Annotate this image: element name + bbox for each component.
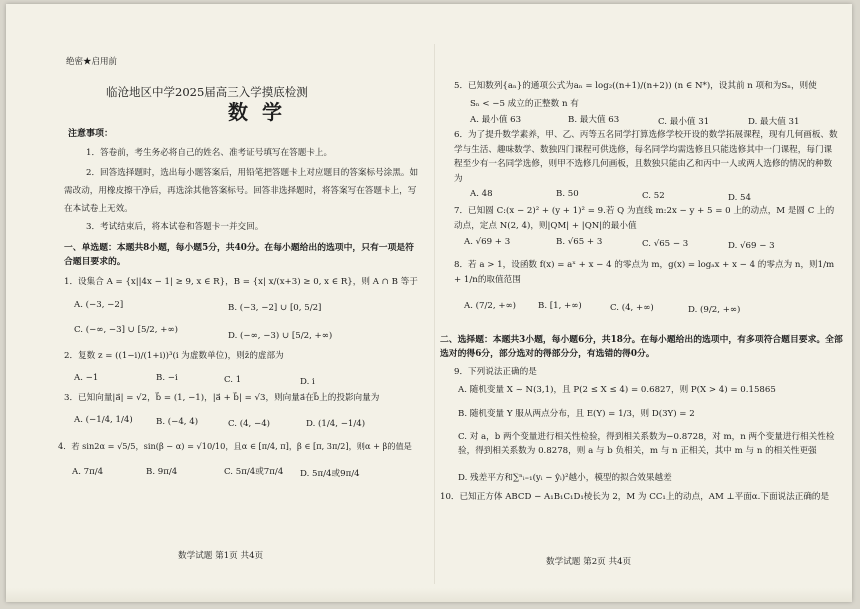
q8-option-c: C. (4, +∞) xyxy=(610,303,654,313)
subject-title: 数学 xyxy=(228,100,296,124)
q4-option-c: C. 5π/4或7π/4 xyxy=(224,467,284,477)
q1-option-c: C. (−∞, −3] ∪ [5/2, +∞) xyxy=(74,325,178,335)
q5-option-b: B. 最大值 63 xyxy=(568,115,620,125)
q5-stem-line2: Sₙ < −5 成立的正整数 n 有 xyxy=(470,99,579,109)
q1-option-b: B. (−3, −2] ∪ [0, 5/2] xyxy=(228,303,322,313)
notice-1: 1．答卷前，考生务必将自己的姓名、准考证号填写在答题卡上。 xyxy=(86,148,333,158)
q3-option-d: D. (1/4, −1/4) xyxy=(306,419,366,429)
q7-option-d: D. √69 − 3 xyxy=(728,241,775,251)
exam-title: 临沧地区中学2025届高三入学摸底检测 xyxy=(106,85,308,99)
q1-option-a: A. (−3, −2] xyxy=(74,300,124,310)
q3-option-c: C. (4, −4) xyxy=(228,419,271,429)
q6-option-b: B. 50 xyxy=(556,189,579,199)
q4-stem: 4．若 sin2α = √5/5，sin(β − α) = √10/10，且α ∈ [π/4, π]，β ∈ [π, 3π/2]，则α + β的值是 xyxy=(58,441,412,451)
q8-stem: 8．若 a > 1，设函数 f(x) = aˣ + x − 4 的零点为 m，g(x) = logₐx + x − 4 的零点为 n，则1/m + 1/n的取值范围 xyxy=(454,260,835,285)
q6-option-d: D. 54 xyxy=(728,193,751,203)
right-page-footer: 数学试题 第2页 共4页 xyxy=(546,557,632,567)
q3-option-b: B. (−4, 4) xyxy=(156,417,199,427)
secret-mark: 绝密★启用前 xyxy=(66,57,118,67)
q7-stem: 7．已知圆 C:(x − 2)² + (y + 1)² = 9.若 Q 为直线 m:2x − y + 5 = 0 上的动点，M 是圆 C 上的动点，定点 N(2, 4)，则|QM| + |QN|的最小值 xyxy=(454,206,835,231)
q2-stem: 2．复数 z = ((1−i)/(1+i))³(i 为虚数单位)，则z̄的虚部为 xyxy=(64,351,284,361)
q1-option-d: D. (−∞, −3) ∪ [5/2, +∞) xyxy=(228,331,333,341)
right-page xyxy=(436,4,852,602)
q5-option-a: A. 最小值 63 xyxy=(470,115,522,125)
q4-option-d: D. 5π/4或9π/4 xyxy=(300,469,360,479)
q8-option-a: A. (7/2, +∞) xyxy=(464,301,517,311)
q7-option-a: A. √69 + 3 xyxy=(464,237,511,247)
q2-option-d: D. i xyxy=(300,377,315,387)
section-1-heading: 一、单选题：本题共8小题，每小题5分，共40分。在每小题给出的选项中，只有一项是符合题目要求的。 xyxy=(64,243,414,267)
q3-stem: 3．已知向量|a⃗| = √2，b⃗ = (1, −1)，|a⃗ + b⃗| = √3，则向量a⃗在b⃗上的投影向量为 xyxy=(64,393,380,403)
exam-sheet xyxy=(6,4,852,602)
left-page xyxy=(6,4,436,602)
left-page-footer: 数学试题 第1页 共4页 xyxy=(178,551,264,561)
section-2-heading: 二、选择题：本题共3小题，每小题6分，共18分。在每小题给出的选项中，有多项符合题目要求。全部选对的得6分，部分选对的得部分分，有选错的得0分。 xyxy=(440,335,843,359)
q9-stem: 9．下列说法正确的是 xyxy=(454,367,537,377)
q5-option-d: D. 最大值 31 xyxy=(748,117,800,127)
q8-option-d: D. (9/2, +∞) xyxy=(688,305,741,315)
q8-option-b: B. [1, +∞) xyxy=(538,301,582,311)
q7-option-b: B. √65 + 3 xyxy=(556,237,603,247)
q3-option-a: A. (−1/4, 1/4) xyxy=(74,415,133,425)
notice-heading: 注意事项： xyxy=(68,129,114,139)
q6-option-c: C. 52 xyxy=(642,191,665,201)
notice-3: 3．考试结束后，将本试卷和答题卡一并交回。 xyxy=(86,222,264,232)
q10-stem: 10．已知正方体 ABCD − A₁B₁C₁D₁棱长为 2，M 为 CC₁上的动点，AM ⊥平面α.下面说法正确的是 xyxy=(440,492,830,502)
q2-option-c: C. 1 xyxy=(224,375,242,385)
q9-option-b: B. 随机变量 Y 服从两点分布，且 E(Y) = 1/3，则 D(3Y) = 2 xyxy=(458,409,695,419)
q2-option-a: A. −1 xyxy=(74,373,99,383)
q6-option-a: A. 48 xyxy=(470,189,493,199)
q5-option-c: C. 最小值 31 xyxy=(658,117,710,127)
q9-option-a: A. 随机变量 X ~ N(3,1)，且 P(2 ≤ X ≤ 4) = 0.6827，则 P(X > 4) = 0.15865 xyxy=(458,385,776,395)
q9-option-d: D. 残差平方和∑ⁿᵢ₌₁(yᵢ − ŷᵢ)²越小，模型的拟合效果越差 xyxy=(458,473,672,483)
q2-option-b: B. −i xyxy=(156,373,178,383)
q4-option-a: A. 7π/4 xyxy=(72,467,104,477)
q7-option-c: C. √65 − 3 xyxy=(642,239,689,249)
notice-2: 2．回答选择题时，选出每小题答案后，用铅笔把答题卡上对应题目的答案标号涂黑。如需改动，用橡皮擦干净后，再选涂其他答案标号。回答非选择题时，将答案写在答题卡上，写在本试卷上无效。 xyxy=(64,168,419,214)
q5-stem-line1: 5．已知数列{aₙ}的通项公式为aₙ = log₂((n+1)/(n+2)) (n ∈ N*)，设其前 n 项和为Sₙ，则使 xyxy=(454,81,817,91)
q6-stem: 6．为了提升数学素养，甲、乙、丙等五名同学打算选修学校开设的数学拓展课程，现有几何画板、数学与生活、趣味数学、数独四门课程可供选修，每名同学均需选修且只能选修其中一门课程，每门课程至少有一名同学选修，则甲不选修几何画板，且数独只能由乙和丙中一人或两人选修的情况的种数为 xyxy=(454,130,838,184)
sheet-bottom-edge xyxy=(6,588,852,602)
q1-stem: 1．设集合 A = {x||4x − 1| ≥ 9, x ∈ R}，B = {x| x/(x+3) ≥ 0, x ∈ R}，则 A ∩ B 等于 xyxy=(64,277,418,287)
q9-option-c: C. 对 a，b 两个变量进行相关性检验，得到相关系数为−0.8728，对 m，n 两个变量进行相关性检验，得到相关系数为 0.8278，则 a 与 b 负相关，m 与 n 正相关，其中 m 与 n 的相关性更强 xyxy=(458,432,835,456)
q4-option-b: B. 9π/4 xyxy=(146,467,178,477)
